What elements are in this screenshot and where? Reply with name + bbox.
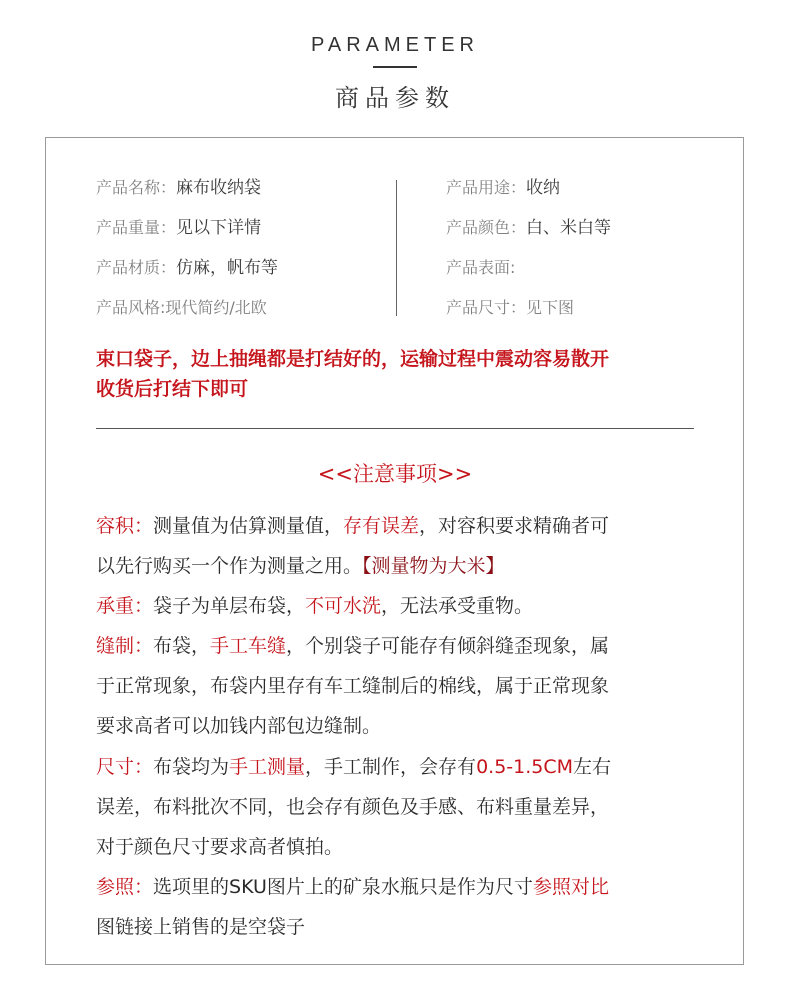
note-text: ，无法承受重物。 [381,595,534,617]
param-weight [96,218,261,238]
notes-title: <<注意事项>> [317,462,473,486]
param-usage [446,178,560,198]
note-reference-line-2: 图链接上销售的是空袋子 [96,916,306,938]
param-value: 仿麻，帆布等 [176,258,279,278]
warning-line-2: 收货后打结下即可 [96,378,249,400]
note-load [96,591,706,621]
param-key: 产品尺寸： [446,298,527,317]
param-size [446,298,574,318]
note-text: ，对容积要求精确者可 [419,515,610,537]
param-color [446,218,611,238]
param-key: 产品颜色： [446,218,527,237]
note-sewing-line-1 [96,631,706,661]
header-divider [373,66,417,68]
note-highlight: 存有误差 [343,515,420,537]
note-highlight: 0.5-1.5CM [476,756,574,778]
note-label: 尺寸： [96,756,154,778]
note-label: 缝制： [96,635,154,657]
note-text: 袋子为单层布袋， [153,595,306,617]
note-size-line-2: 误差，布料批次不同，也会存有颜色及手感、布料重量差异， [96,796,610,818]
param-key: 产品重量： [96,218,177,237]
note-text: 选项里的SKU图片上的矿泉水瓶只是作为尺寸 [153,876,533,898]
header-title-en: PARAMETER [311,34,479,56]
note-volume-line-2 [96,551,706,581]
note-volume-line-1 [96,511,706,541]
param-value: 白、米白等 [526,218,612,238]
note-text: 布袋均为 [153,756,230,778]
param-key: 产品名称： [96,178,177,197]
note-text: 测量值为估算测量值， [153,515,344,537]
note-highlight: 手工车缝 [210,635,287,657]
note-highlight: 【测量物为大米】 [362,555,505,577]
note-size-line-3: 对于颜色尺寸要求高者慎拍。 [96,836,344,858]
note-text: ，手工制作，会存有 [305,756,477,778]
note-label: 承重： [96,595,154,617]
note-sewing-line-2: 于正常现象，布袋内里存有车工缝制后的棉线，属于正常现象 [96,675,610,697]
note-highlight: 不可水洗 [305,595,382,617]
param-style [96,298,267,318]
section-divider [96,428,694,429]
param-key: 产品风格: [96,298,166,317]
note-reference-line-1 [96,872,706,902]
param-value: 收纳 [526,178,561,198]
note-highlight: 参照对比 [532,876,609,898]
param-value: 见下图 [526,298,575,317]
note-text: 左右 [573,756,612,778]
note-text: ，个别袋子可能存有倾斜缝歪现象，属 [286,635,610,657]
header-title-zh: 商品参数 [335,84,455,112]
param-value: 现代简约/北欧 [165,298,267,317]
param-value: 麻布收纳袋 [176,178,262,198]
param-name [96,178,261,198]
param-material [96,258,278,278]
param-key: 产品材质： [96,258,177,277]
column-divider [396,180,397,316]
note-sewing-line-3: 要求高者可以加钱内部包边缝制。 [96,715,382,737]
note-highlight: 手工测量 [229,756,306,778]
note-label: 容积： [96,515,154,537]
note-label: 参照： [96,876,154,898]
note-size-line-1 [96,752,706,782]
param-key: 产品表面: [446,258,516,277]
param-value: 见以下详情 [176,218,262,238]
note-text: 以先行购买一个作为测量之用。 [96,555,363,577]
warning-line-1: 束口袋子，边上抽绳都是打结好的，运输过程中震动容易散开 [96,348,610,370]
param-surface [446,258,515,278]
note-text: 布袋， [153,635,211,657]
param-key: 产品用途： [446,178,527,197]
